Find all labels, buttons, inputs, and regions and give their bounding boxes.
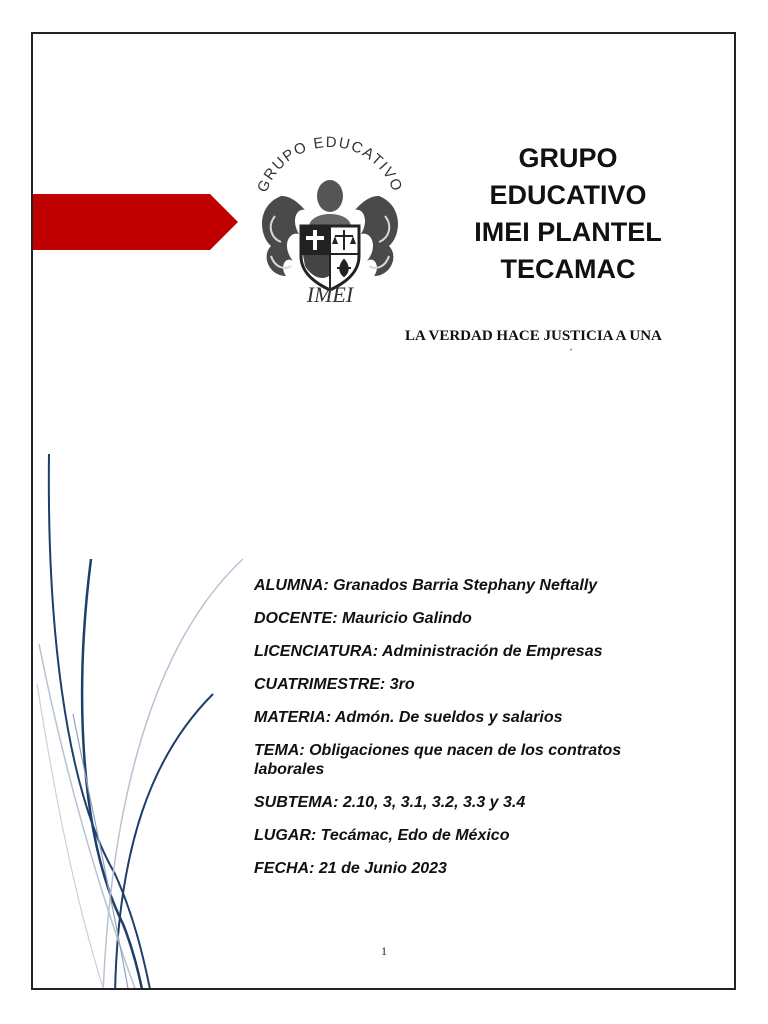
detail-materia: MATERIA: Admón. De sueldos y salarios [254, 709, 563, 726]
page-number: 1 [381, 944, 387, 958]
school-title-line: TECAMAC [500, 254, 636, 284]
school-motto: LA VERDAD HACE JUSTICIA A UNA [405, 328, 662, 344]
school-title-line: GRUPO [518, 143, 618, 173]
detail-lugar: LUGAR: Tecámac, Edo de México [254, 827, 510, 844]
red-arrow-banner [33, 194, 238, 250]
school-title-line: EDUCATIVO [489, 180, 647, 210]
student-details [254, 576, 694, 892]
decorative-lines [33, 454, 253, 990]
detail-licenciatura: LICENCIATURA: Administración de Empresas [254, 643, 603, 660]
motto-accent-mark: ´ [569, 346, 573, 360]
detail-tema: TEMA: Obligaciones que nacen de los contratos laborales [254, 742, 622, 778]
school-title-line: IMEI PLANTEL [474, 217, 662, 247]
detail-fecha: FECHA: 21 de Junio 2023 [254, 860, 447, 877]
detail-cuatrimestre: CUATRIMESTRE: 3ro [254, 676, 415, 693]
school-title [443, 140, 693, 288]
detail-alumna: ALUMNA: Granados Barria Stephany Neftally [254, 577, 598, 594]
logo-arc-text: GRUPO EDUCATIVO [254, 133, 406, 195]
document-page [31, 32, 736, 990]
logo-monogram: IMEI [306, 282, 354, 304]
detail-docente: DOCENTE: Mauricio Galindo [254, 610, 472, 627]
coat-of-arms-icon [241, 126, 419, 304]
detail-subtema: SUBTEMA: 2.10, 3, 3.1, 3.2, 3.3 y 3.4 [254, 794, 526, 811]
